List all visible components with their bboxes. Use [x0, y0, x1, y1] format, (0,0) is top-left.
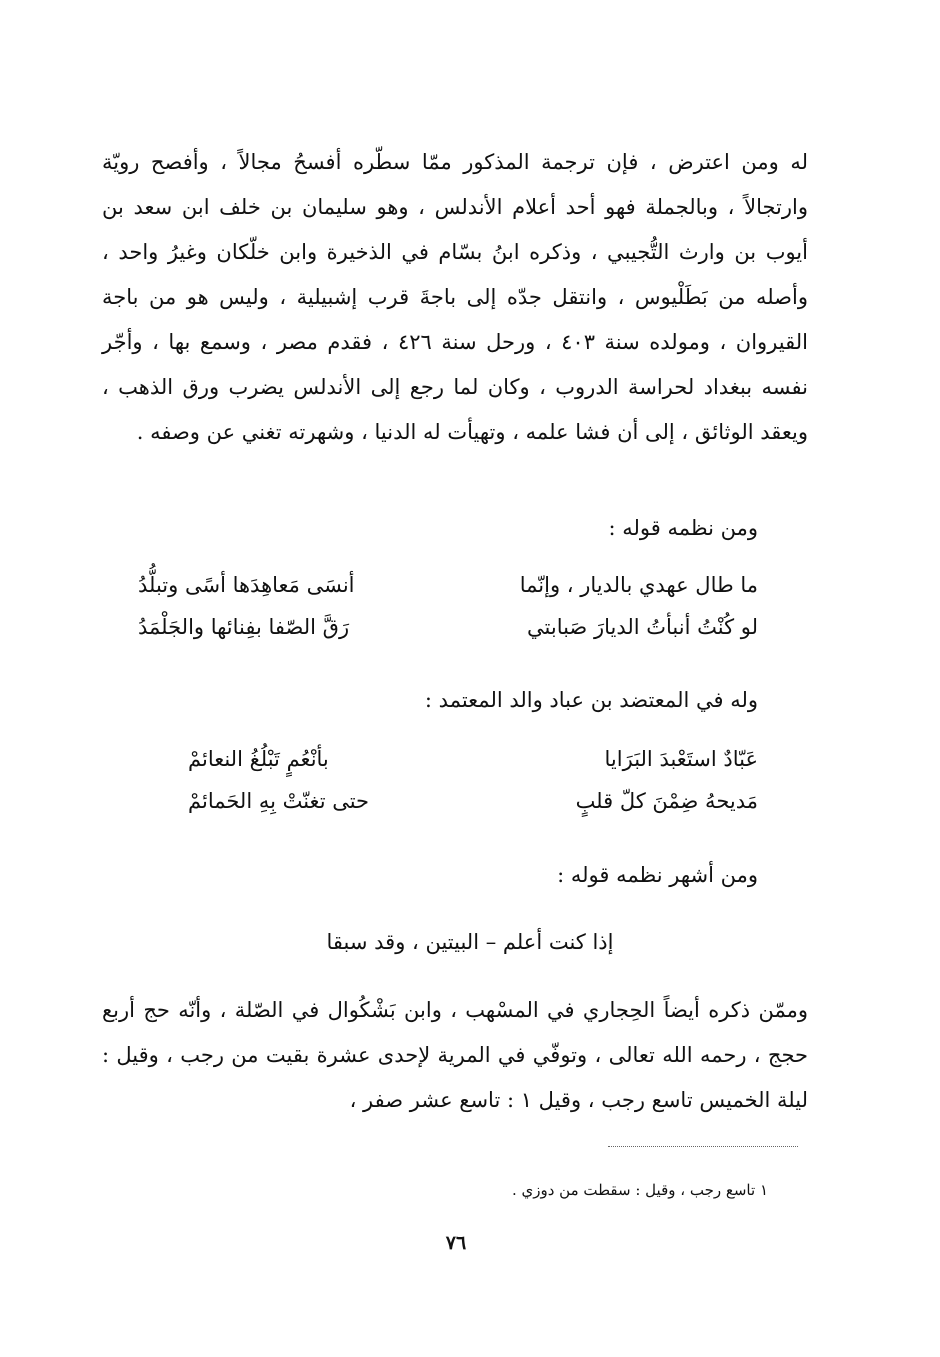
verse-first-hemistich: مَديحهُ ضِمْنَ كلّ قلبٍ [575, 789, 758, 813]
verse-second-hemistich: بأنْعُمٍ تَبْلُغُ النعائمْ [188, 747, 329, 771]
closing-paragraph: وممّن ذكره أيضاً الحِجاري في المسْهب ، وابن بَشْكُوال في الصّلة ، وأنّه حج أربع حجج ، رحمه الله تعالى ، وتوفّي في المرية لإحدى عشرة بقيت من رجب ، وقيل : ليلة الخميس تاسع رجب ، وقيل ١ : تاسع عشر صفر ، [102, 998, 808, 1112]
poem-verse [188, 738, 758, 780]
poem-verse [188, 780, 758, 822]
verse-first-hemistich: ما طال عهدي بالديار ، وإنّما [519, 573, 758, 597]
poem-verse [138, 564, 758, 606]
poem-verse [138, 606, 758, 648]
quoted-verse-reference: إذا كنت أعلم – البيتين ، وقد سبقا [326, 930, 614, 954]
footnote: ١ تاسع رجب ، وقيل : سقطت من دوزي . [511, 1181, 768, 1199]
verse-first-hemistich: عَبّادٌ استَعْبدَ البَرَايا [604, 747, 758, 771]
poem-block [138, 564, 758, 648]
poem-block [188, 738, 758, 822]
poem-intro: ومن أشهر نظمه قوله : [557, 863, 758, 887]
poem-intro: ومن نظمه قوله : [608, 516, 758, 540]
page-number: ٧٦ [445, 1232, 467, 1254]
biography-paragraph: له ومن اعترض ، فإن ترجمة المذكور ممّا سطّره أفسحُ مجالاً ، وأفصح رويّة وارتجالاً ، وبالجملة فهو أحد أعلام الأندلس ، وهو سليمان بن خلف ابن سعد بن أيوب بن وارث التُّجيبي ، وذكره ابنُ بسّام في الذخيرة وابن خلّكان وغيرُ واحد ، وأصله من بَطَلْيوس ، وانتقل جدّه إلى باجةَ قرب إشبيلية ، وليس هو من باجة القيروان ، ومولده سنة ٤٠٣ ، ورحل سنة ٤٢٦ ، فقدم مصر ، وسمع بها ، وأجّر نفسه ببغداد لحراسة الدروب ، وكان لما رجع إلى الأندلس يضرب ورق الذهب ، ويعقد الوثائق ، إلى أن فشا علمه ، وتهيأت له الدنيا ، وشهرته تغني عن وصفه . [102, 150, 808, 444]
verse-second-hemistich: أنسَى مَعاهِدَها أسًى وتبلُّدُ [138, 573, 355, 597]
poem-intro: وله في المعتضد بن عباد والد المعتمد : [424, 688, 758, 712]
verse-first-hemistich: لو كُنْتُ أنبأتُ الديارَ صَبابتي [527, 615, 758, 639]
footnote-divider [608, 1146, 798, 1147]
verse-second-hemistich: رَقَّ الصّفا بفِنائها والجَلْمَدُ [138, 615, 350, 639]
verse-second-hemistich: حتى تغنّتْ بِهِ الحَمائمْ [188, 789, 370, 813]
